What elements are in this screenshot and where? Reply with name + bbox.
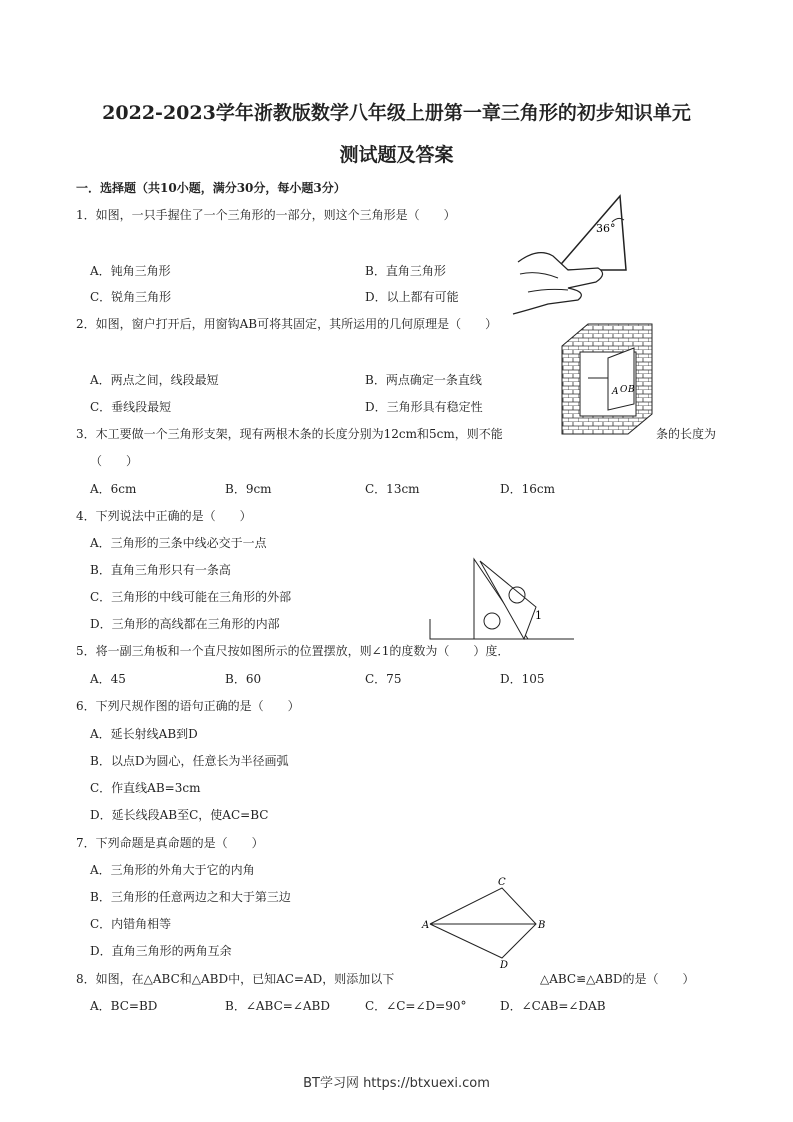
q5-option-b: B．60: [225, 672, 262, 686]
q8-option-b: B．∠ABC=∠ABD: [225, 999, 330, 1013]
q3-stem-end: 条的长度为: [656, 427, 717, 441]
q2-stem: 2．如图，窗户打开后，用窗钩AB可将其固定，其所运用的几何原理是（ ）: [76, 317, 498, 331]
q2-label-b: B: [628, 385, 635, 395]
q8-stem: 8．如图，在△ABC和△ABD中，已知AC=AD，则添加以下: [76, 972, 395, 986]
q5-option-c: C．75: [365, 672, 402, 686]
q2-figure-window: [558, 318, 656, 436]
q3-option-a: A．6cm: [90, 482, 137, 496]
q4-option-c: C．三角形的中线可能在三角形的外部: [90, 590, 292, 604]
figure-label-b: B: [538, 920, 546, 931]
q8-option-c: C．∠C=∠D=90°: [365, 999, 467, 1013]
q6-stem: 6．下列尺规作图的语句正确的是（ ）: [76, 699, 300, 713]
q2-option-b: B．两点确定一条直线: [365, 373, 482, 387]
q7-option-c: C．内错角相等: [90, 917, 172, 931]
q3-stem: 3．木工要做一个三角形支架，现有两根木条的长度分别为12cm和5cm，则不能: [76, 427, 503, 441]
q6-option-b: B．以点D为圆心，任意长为半径画弧: [90, 754, 289, 768]
title-line1: 2022-2023学年浙教版数学八年级上册第一章三角形的初步知识单元: [102, 102, 691, 124]
q5-angle-label: 1: [535, 609, 542, 622]
q4-option-a: A．三角形的三条中线必交于一点: [90, 536, 267, 550]
q3-option-d: D．16cm: [500, 482, 555, 496]
q6-option-d: D．延长线段AB至C，使AC=BC: [90, 808, 269, 822]
figure-label-c: C: [498, 877, 506, 888]
q2-option-a: A．两点之间，线段最短: [90, 373, 219, 387]
q5-option-d: D．105: [500, 672, 545, 686]
section-heading: 一．选择题（共10小题，满分30分，每小题3分）: [76, 181, 346, 195]
title-line2: 测试题及答案: [339, 144, 454, 166]
q5-figure-set-squares: [428, 555, 578, 641]
q3-option-c: C．13cm: [365, 482, 420, 496]
q4-option-b: B．直角三角形只有一条高: [90, 563, 231, 577]
q8-figure-triangles: [418, 874, 553, 969]
q4-stem: 4．下列说法中正确的是（ ）: [76, 509, 252, 523]
q1-option-b: B．直角三角形: [365, 264, 446, 278]
q2-option-d: D．三角形具有稳定性: [365, 400, 483, 414]
q8-option-d: D．∠CAB=∠DAB: [500, 999, 606, 1013]
figure-label-a: A: [422, 920, 430, 931]
q8-option-a: A．BC=BD: [90, 999, 158, 1013]
q6-option-c: C．作直线AB=3cm: [90, 781, 201, 795]
q3-stem-blank: （ ）: [90, 454, 139, 468]
q2-label-a: A: [612, 387, 619, 397]
q2-option-c: C．垂线段最短: [90, 400, 172, 414]
q1-angle-label: 36°: [596, 222, 616, 235]
q7-option-b: B．三角形的任意两边之和大于第三边: [90, 890, 291, 904]
footer-watermark: BT学习网 https://btxuexi.com: [303, 1076, 490, 1091]
q5-option-a: A．45: [90, 672, 126, 686]
q5-stem: 5．将一副三角板和一个直尺按如图所示的位置摆放，则∠1的度数为（ ）度．: [76, 644, 510, 658]
q2-label-o: O: [620, 385, 628, 395]
q3-option-b: B．9cm: [225, 482, 272, 496]
q8-stem-end: △ABC≌△ABD的是（ ）: [540, 972, 695, 986]
q6-option-a: A．延长射线AB到D: [90, 727, 198, 741]
q1-option-d: D．以上都有可能: [365, 290, 459, 304]
q4-option-d: D．三角形的高线都在三角形的内部: [90, 617, 280, 631]
q7-option-a: A．三角形的外角大于它的内角: [90, 863, 255, 877]
q1-figure-hand-triangle: [508, 192, 633, 322]
q1-option-c: C．锐角三角形: [90, 290, 172, 304]
q1-option-a: A．钝角三角形: [90, 264, 171, 278]
q7-option-d: D．直角三角形的两角互余: [90, 944, 232, 958]
q7-stem: 7．下列命题是真命题的是（ ）: [76, 836, 264, 850]
q1-stem: 1．如图，一只手握住了一个三角形的一部分，则这个三角形是（ ）: [76, 208, 456, 222]
figure-label-d: D: [500, 960, 509, 969]
